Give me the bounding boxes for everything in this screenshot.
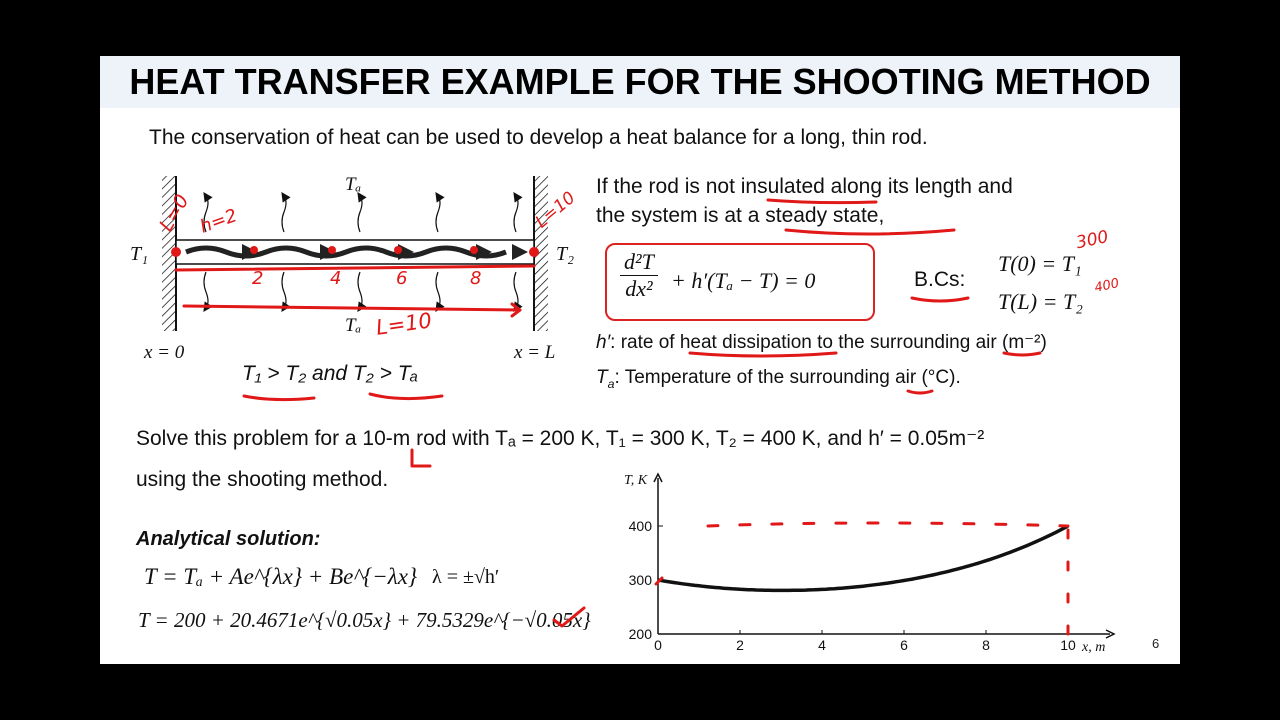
x0-label: x = 0: [144, 342, 185, 363]
problem-line-1: Solve this problem for a 10-m rod with Tₐ = 200 K, T₁ = 300 K, T₂ = 400 K, and h′ = 0.05m⁻²: [136, 427, 985, 450]
x0-mark: L=0: [155, 190, 194, 236]
intro-text: The conservation of heat can be used to develop a heat balance for a long, thin rod.: [149, 126, 928, 149]
relation-underline-mark: [240, 386, 460, 406]
particular-solution: T = 200 + 20.4671e^{√0.05x} + 79.5329e^{−√0.05x}: [138, 608, 591, 632]
condition-underline-mark: [760, 196, 1100, 242]
bc2-mark: 400: [1093, 276, 1121, 296]
chart-dashed-mark: [708, 523, 1068, 526]
t1-label: T₁: [130, 243, 149, 265]
ta-bottom-label: Tₐ: [345, 315, 362, 336]
ta-text: : Temperature of the surrounding air (°C).: [614, 367, 961, 388]
node-4-mark: 4: [330, 268, 342, 289]
rod-diagram: [130, 168, 590, 368]
temperature-chart: [620, 470, 1120, 660]
ta-subscript: a: [607, 376, 615, 391]
problem-line-2: using the shooting method.: [136, 468, 389, 491]
L-mark: L=10: [531, 187, 580, 233]
x-tick-label-4: 4: [818, 637, 826, 653]
y-tick-label-400: 400: [628, 518, 652, 534]
node-2-mark: 2: [252, 268, 264, 289]
endpoint-right: [529, 247, 539, 257]
x-tick-label-10: 10: [1060, 637, 1076, 653]
x-tick-label-6: 6: [900, 637, 908, 653]
checkmark-mark: [550, 602, 590, 632]
h-mark: h=2: [197, 205, 241, 238]
general-solution: T = Tₐ + Ae^{λx} + Be^{−λx}: [144, 564, 418, 589]
bcs-label: B.Cs:: [914, 268, 966, 291]
ta-symbol: T: [596, 367, 608, 388]
slide-title: HEAT TRANSFER EXAMPLE FOR THE SHOOTING METHOD: [100, 56, 1180, 108]
ode-numerator: d²T: [620, 249, 658, 276]
ta-top-label: Tₐ: [345, 174, 362, 195]
y-tick-label-200: 200: [628, 626, 652, 642]
endpoint-left: [171, 247, 181, 257]
node-8-mark: 8: [470, 268, 482, 289]
hprime-text: : rate of heat dissipation to the surrounding air (m⁻²): [610, 332, 1047, 353]
xL-label: x = L: [514, 342, 556, 363]
L10-mark: L=10: [374, 308, 434, 340]
chart-start-mark: [656, 578, 662, 584]
temperature-curve: [658, 526, 1068, 590]
ode-fraction: [620, 249, 658, 302]
bcs-underline-mark: [908, 288, 972, 304]
ode-rest: + h′(Tₐ − T) = 0: [671, 268, 816, 293]
node-6-mark: 6: [396, 268, 408, 289]
condition-line-1: If the rod is not insulated along its length and: [596, 175, 1013, 198]
ode-denominator: dx²: [625, 276, 653, 301]
x-tick-label-0: 0: [654, 637, 662, 653]
bc1-mark: 300: [1074, 226, 1111, 254]
bc-value-marks: [1070, 226, 1130, 296]
hprime-symbol: h′: [596, 332, 611, 353]
t2-label: T₂: [556, 243, 575, 265]
analytical-title: Analytical solution:: [136, 528, 321, 550]
x-tick-label-8: 8: [982, 637, 990, 653]
x-axis-label: x, m: [1082, 640, 1106, 655]
bc-1: T(0) = T₁: [998, 251, 1082, 276]
y-tick-label-300: 300: [628, 572, 652, 588]
heat-arrows-up: [204, 196, 518, 232]
y-axis-label: T, K: [624, 473, 648, 488]
bc-2: T(L) = T₂: [998, 289, 1083, 314]
lambda-definition: λ = ±√h′: [432, 566, 500, 588]
page-number: 6: [1152, 636, 1160, 651]
definition-underline-mark: [686, 349, 1086, 399]
problem-length-mark: [400, 448, 440, 472]
x-tick-label-2: 2: [736, 637, 744, 653]
temperature-relation: T₁ > T₂ and T₂ > Tₐ: [242, 362, 419, 385]
condition-line-2: the system is at a steady state,: [596, 204, 885, 227]
slide: [100, 56, 1180, 664]
